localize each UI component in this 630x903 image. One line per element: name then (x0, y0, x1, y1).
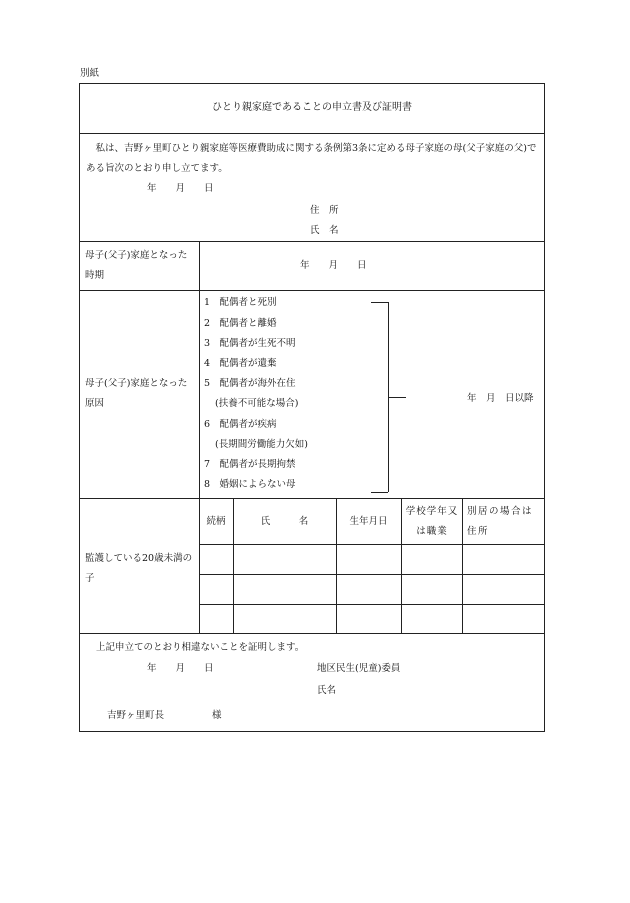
cause-label: 母子(父子)家庭となった原因 (85, 378, 188, 409)
official-title: 地区民生(児童)委員 (317, 663, 401, 674)
divider-title (79, 133, 545, 134)
cause-option-note: (扶養不可能な場合) (215, 398, 299, 409)
children-row-line-1 (199, 574, 545, 575)
form-title: ひとり親家庭であることの申立書及び証明書 (212, 102, 412, 113)
certification-date: 年 月 日 (147, 663, 214, 674)
cause-option: 7 配偶者が長期拘禁 (204, 459, 296, 470)
col-school: 学校学年又は職業 (405, 506, 459, 537)
children-label: 監護している20歳未満の子 (85, 553, 193, 584)
period-date: 年 月 日 (300, 260, 367, 271)
official-name-label: 氏名 (317, 685, 337, 696)
certification-text: 上記申立てのとおり相違ないことを証明します。 (96, 642, 305, 653)
cause-option: 2 配偶者と離婚 (204, 318, 277, 329)
cause-option: 4 配偶者が遺棄 (204, 358, 277, 369)
name-label: 氏 名 (310, 225, 339, 236)
addressee: 吉野ヶ里町長 (107, 710, 165, 721)
cause-option-note: (長期間労働能力欠如) (215, 439, 308, 450)
col-relation: 続柄 (206, 516, 226, 527)
declaration-date: 年 月 日 (147, 183, 214, 194)
cause-option: 1 配偶者と死別 (204, 297, 277, 308)
cause-option: 8 婚姻によらない母 (204, 479, 296, 490)
bracket-top (371, 302, 388, 303)
cause-date: 年 月 日以降 (467, 393, 534, 404)
children-header-bottom (199, 544, 545, 545)
declaration-text: 私は、吉野ヶ里町ひとり親家庭等医療費助成に関する条例第3条に定める母子家庭の母(父子家庭の父)である旨次のとおり申し立てます。 (86, 143, 537, 174)
address-label: 住 所 (310, 205, 339, 216)
cause-option: 6 配偶者が疾病 (204, 419, 277, 430)
honorific: 様 (212, 710, 222, 721)
col-address: 別居の場合は住所 (467, 506, 534, 537)
divider-children (79, 633, 545, 634)
cause-option: 5 配偶者が海外在住 (204, 378, 296, 389)
period-label: 母子(父子)家庭となった時期 (85, 250, 188, 281)
col-birthdate: 生年月日 (349, 516, 388, 527)
cause-option: 3 配偶者が生死不明 (204, 338, 296, 349)
col-name: 氏 名 (260, 516, 309, 527)
attachment-label: 別紙 (80, 68, 100, 79)
divider-period (79, 290, 545, 291)
bracket-bottom (371, 492, 388, 493)
divider-declaration (79, 241, 545, 242)
bracket-pointer (388, 397, 406, 398)
divider-cause (79, 498, 545, 499)
children-col-line-4 (462, 498, 463, 633)
children-col-line-3 (401, 498, 402, 633)
children-row-line-2 (199, 604, 545, 605)
